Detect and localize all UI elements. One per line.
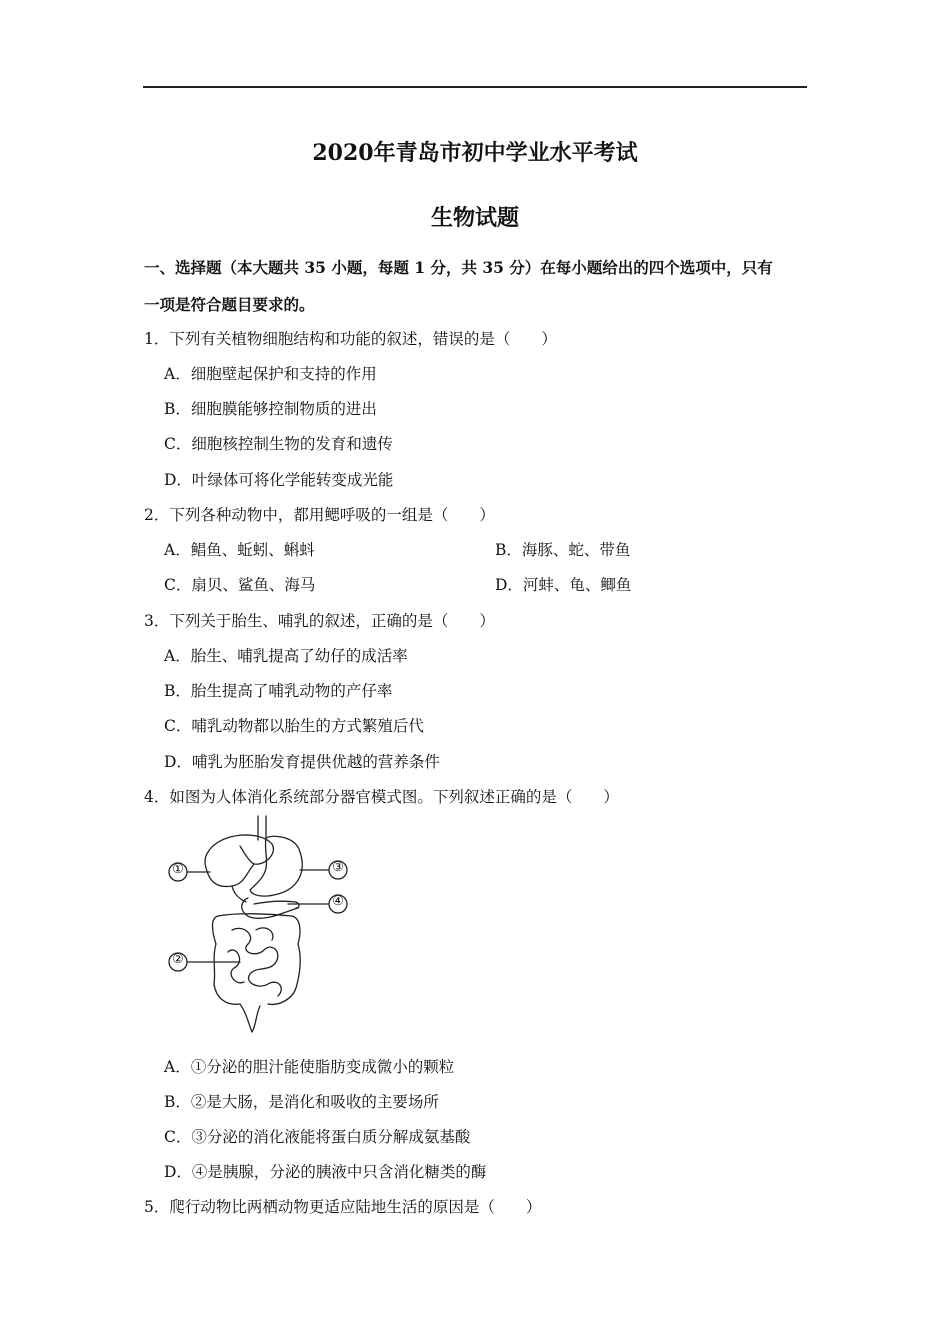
question-3-option-a: A．胎生、哺乳提高了幼仔的成活率 bbox=[164, 647, 408, 665]
question-3-option-d: D．哺乳为胚胎发育提供优越的营养条件 bbox=[164, 753, 440, 771]
section-heading-line2: 一项是符合题目要求的。 bbox=[144, 295, 315, 314]
question-3-option-c: C．哺乳动物都以胎生的方式繁殖后代 bbox=[164, 717, 424, 735]
figure-label-2: ② bbox=[172, 952, 184, 967]
exam-subtitle: 生物试题 bbox=[430, 205, 519, 231]
question-4-option-a: A．①分泌的胆汁能使脂肪变成微小的颗粒 bbox=[164, 1058, 455, 1076]
question-2-option-a: A．鲳鱼、蚯蚓、蝌蚪 bbox=[164, 541, 315, 559]
question-1-option-d: D．叶绿体可将化学能转变成光能 bbox=[164, 471, 394, 489]
question-4-option-b: B．②是大肠，是消化和吸收的主要场所 bbox=[164, 1093, 439, 1111]
question-4-option-c: C．③分泌的消化液能将蛋白质分解成氨基酸 bbox=[164, 1128, 471, 1146]
question-1-option-b: B．细胞膜能够控制物质的进出 bbox=[164, 400, 377, 418]
question-2-option-d: D．河蚌、龟、鲫鱼 bbox=[495, 576, 632, 594]
digestive-system-figure bbox=[160, 812, 360, 1037]
figure-label-3: ③ bbox=[332, 860, 344, 875]
question-1-stem: 1．下列有关植物细胞结构和功能的叙述，错误的是（ ） bbox=[144, 330, 557, 348]
question-1-option-c: C．细胞核控制生物的发育和遗传 bbox=[164, 435, 393, 453]
question-4-stem: 4．如图为人体消化系统部分器官模式图。下列叙述正确的是（ ） bbox=[144, 788, 619, 806]
question-4-option-d: D．④是胰腺，分泌的胰液中只含消化糖类的酶 bbox=[164, 1163, 487, 1181]
question-3-option-b: B．胎生提高了哺乳动物的产仔率 bbox=[164, 682, 393, 700]
question-2-stem: 2．下列各种动物中，都用鳃呼吸的一组是（ ） bbox=[144, 506, 495, 524]
question-2-option-c: C．扇贝、鲨鱼、海马 bbox=[164, 576, 316, 594]
header-rule bbox=[143, 86, 807, 88]
question-2-option-b: B．海豚、蛇、带鱼 bbox=[495, 541, 631, 559]
figure-label-4: ④ bbox=[332, 894, 344, 909]
question-5-stem: 5．爬行动物比两栖动物更适应陆地生活的原因是（ ） bbox=[144, 1198, 542, 1216]
question-1-option-a: A．细胞壁起保护和支持的作用 bbox=[164, 365, 377, 383]
question-3-stem: 3．下列关于胎生、哺乳的叙述，正确的是（ ） bbox=[144, 612, 495, 630]
section-heading-line1: 一、选择题（本大题共 35 小题，每题 1 分，共 35 分）在每小题给出的四个选项中，只有 bbox=[144, 258, 773, 277]
figure-label-1: ① bbox=[172, 862, 184, 877]
exam-title: 2020年青岛市初中学业水平考试 bbox=[312, 140, 638, 166]
